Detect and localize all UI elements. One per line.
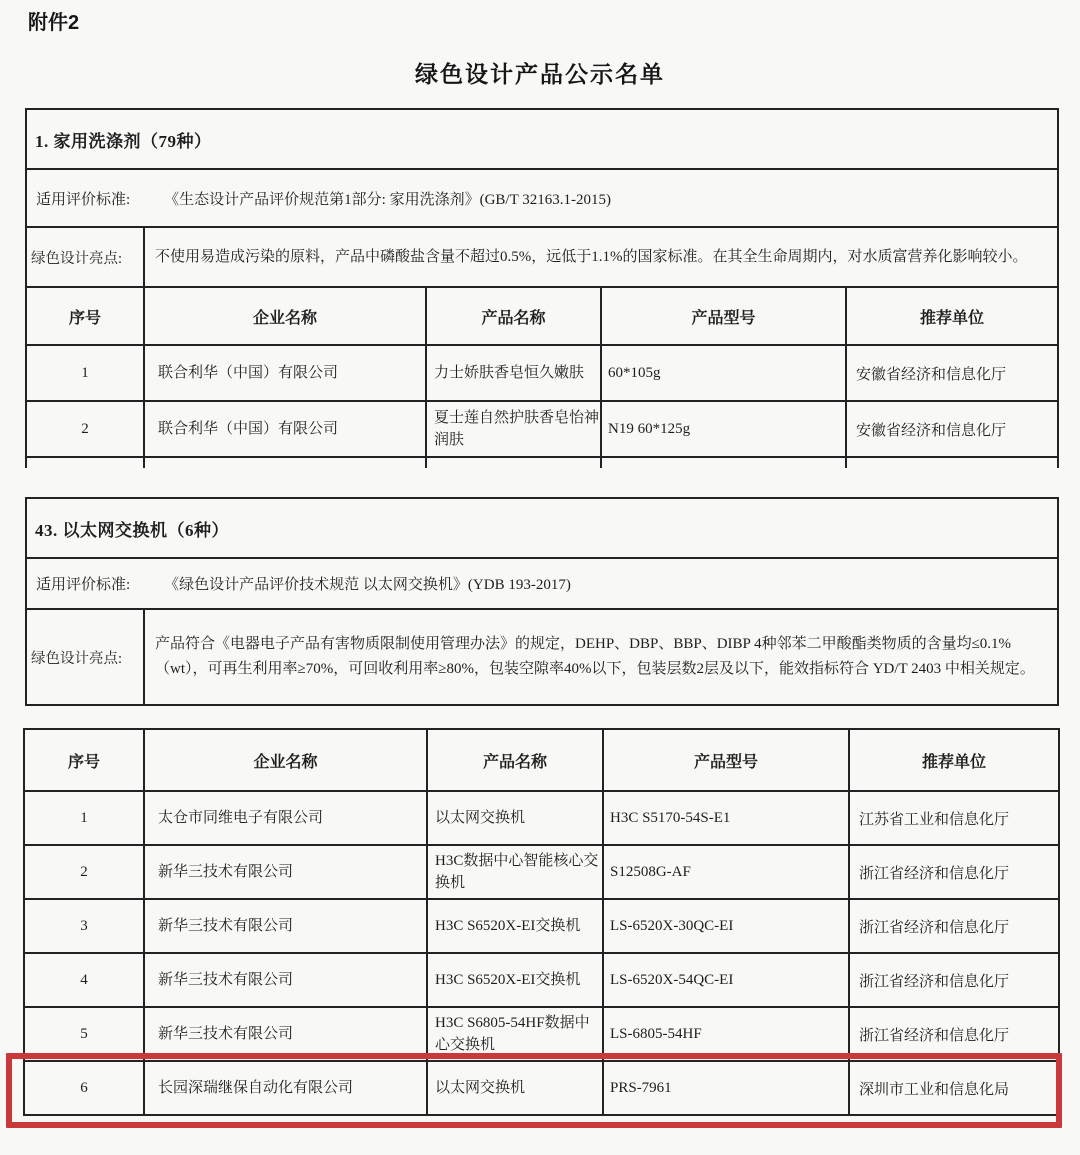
table-row bbox=[26, 345, 1058, 401]
stub-cell bbox=[846, 457, 1058, 468]
cutoff-row-stub bbox=[26, 457, 1058, 468]
cell-product: 力士娇肤香皂恒久嫩肤 bbox=[426, 345, 601, 401]
col-header-recommender: 推荐单位 bbox=[846, 287, 1058, 345]
standard-text: 《生态设计产品评价规范第1部分: 家用洗涤剂》(GB/T 32163.1-2015) bbox=[164, 191, 611, 208]
col-header-company: 企业名称 bbox=[144, 287, 426, 345]
cell-company: 长园深瑞继保自动化有限公司 bbox=[144, 1061, 427, 1115]
col-header-no: 序号 bbox=[26, 287, 144, 345]
cell-company: 新华三技术有限公司 bbox=[144, 1007, 427, 1061]
cell-company: 太仓市同维电子有限公司 bbox=[144, 791, 427, 845]
table-row bbox=[24, 791, 1059, 845]
section1-header-row bbox=[26, 287, 1058, 345]
cell-product: H3C S6520X-EI交换机 bbox=[427, 899, 603, 953]
section2-highlight-row bbox=[26, 609, 1058, 705]
table-row bbox=[24, 845, 1059, 899]
highlight-label: 绿色设计亮点: bbox=[26, 227, 144, 287]
standard-cell bbox=[26, 558, 1058, 609]
col-header-product: 产品名称 bbox=[426, 287, 601, 345]
section1-table bbox=[25, 108, 1059, 468]
section2-title-row bbox=[26, 498, 1058, 558]
standard-cell bbox=[26, 169, 1058, 227]
standard-text: 《绿色设计产品评价技术规范 以太网交换机》(YDB 193-2017) bbox=[164, 577, 571, 593]
stub-cell bbox=[144, 457, 426, 468]
cell-model: LS-6520X-54QC-EI bbox=[603, 953, 849, 1007]
cell-company: 联合利华（中国）有限公司 bbox=[144, 401, 426, 457]
table-row bbox=[24, 953, 1059, 1007]
table-row bbox=[26, 401, 1058, 457]
cell-company: 新华三技术有限公司 bbox=[144, 953, 427, 1007]
col-header-recommender: 推荐单位 bbox=[849, 729, 1059, 791]
cell-recommender: 浙江省经济和信息化厅 bbox=[849, 845, 1059, 899]
stub-cell bbox=[601, 457, 846, 468]
section1-standard-row bbox=[26, 169, 1058, 227]
cell-company: 联合利华（中国）有限公司 bbox=[144, 345, 426, 401]
cell-no: 6 bbox=[24, 1061, 144, 1115]
cell-model: N19 60*125g bbox=[601, 401, 846, 457]
col-header-model: 产品型号 bbox=[601, 287, 846, 345]
standard-label: 适用评价标准: bbox=[36, 191, 131, 208]
cell-no: 1 bbox=[24, 791, 144, 845]
cell-recommender: 安徽省经济和信息化厅 bbox=[846, 345, 1058, 401]
section2-standard-row bbox=[26, 558, 1058, 609]
section1-highlight-row bbox=[26, 227, 1058, 287]
cell-model: LS-6520X-30QC-EI bbox=[603, 899, 849, 953]
cell-model: H3C S5170-54S-E1 bbox=[603, 791, 849, 845]
section2-info-table bbox=[25, 497, 1059, 706]
col-header-product: 产品名称 bbox=[427, 729, 603, 791]
section2-data-table bbox=[23, 728, 1060, 1116]
cell-product: H3C数据中心智能核心交换机 bbox=[427, 845, 603, 899]
highlight-label: 绿色设计亮点: bbox=[26, 609, 144, 705]
cell-recommender: 浙江省经济和信息化厅 bbox=[849, 1007, 1059, 1061]
cell-no: 3 bbox=[24, 899, 144, 953]
table-row bbox=[24, 1061, 1059, 1115]
cell-recommender: 浙江省经济和信息化厅 bbox=[849, 899, 1059, 953]
cell-product: H3C S6520X-EI交换机 bbox=[427, 953, 603, 1007]
cell-model: 60*105g bbox=[601, 345, 846, 401]
cell-no: 1 bbox=[26, 345, 144, 401]
page-title: 绿色设计产品公示名单 bbox=[415, 61, 665, 87]
cell-no: 5 bbox=[24, 1007, 144, 1061]
cell-model: S12508G-AF bbox=[603, 845, 849, 899]
section2-header-row bbox=[24, 729, 1059, 791]
stub-cell bbox=[426, 457, 601, 468]
cell-no: 4 bbox=[24, 953, 144, 1007]
section1-title-row bbox=[26, 109, 1058, 169]
cell-product: 以太网交换机 bbox=[427, 791, 603, 845]
cell-recommender: 安徽省经济和信息化厅 bbox=[846, 401, 1058, 457]
col-header-company: 企业名称 bbox=[144, 729, 427, 791]
standard-label: 适用评价标准: bbox=[36, 577, 131, 593]
stub-cell bbox=[26, 457, 144, 468]
cell-no: 2 bbox=[24, 845, 144, 899]
col-header-no: 序号 bbox=[24, 729, 144, 791]
section-title: 1. 家用洗涤剂（79种） bbox=[26, 109, 1058, 169]
cell-model: LS-6805-54HF bbox=[603, 1007, 849, 1061]
highlight-text: 产品符合《电器电子产品有害物质限制使用管理办法》的规定，DEHP、DBP、BBP、DIBP 4种邻苯二甲酸酯类物质的含量均≤0.1%（wt），可再生利用率≥70%，可回收利用率≥80%，包装空隙率40%以下，包装层数2层及以下，能效指标符合 YD/T 2403 中相关规定。 bbox=[144, 609, 1058, 705]
cell-recommender: 深圳市工业和信息化局 bbox=[849, 1061, 1059, 1115]
cell-model: PRS-7961 bbox=[603, 1061, 849, 1115]
attachment-label: 附件2 bbox=[28, 12, 80, 34]
section-title: 43. 以太网交换机（6种） bbox=[26, 498, 1058, 558]
table-row bbox=[24, 1007, 1059, 1061]
cell-product: 以太网交换机 bbox=[427, 1061, 603, 1115]
cell-product: H3C S6805-54HF数据中心交换机 bbox=[427, 1007, 603, 1061]
cell-recommender: 浙江省经济和信息化厅 bbox=[849, 953, 1059, 1007]
cell-no: 2 bbox=[26, 401, 144, 457]
col-header-model: 产品型号 bbox=[603, 729, 849, 791]
table-row bbox=[24, 899, 1059, 953]
highlight-text: 不使用易造成污染的原料，产品中磷酸盐含量不超过0.5%，远低于1.1%的国家标准。在其全生命周期内，对水质富营养化影响较小。 bbox=[144, 227, 1058, 287]
cell-company: 新华三技术有限公司 bbox=[144, 899, 427, 953]
cell-recommender: 江苏省工业和信息化厅 bbox=[849, 791, 1059, 845]
cell-company: 新华三技术有限公司 bbox=[144, 845, 427, 899]
cell-product: 夏士莲自然护肤香皂怡神润肤 bbox=[426, 401, 601, 457]
